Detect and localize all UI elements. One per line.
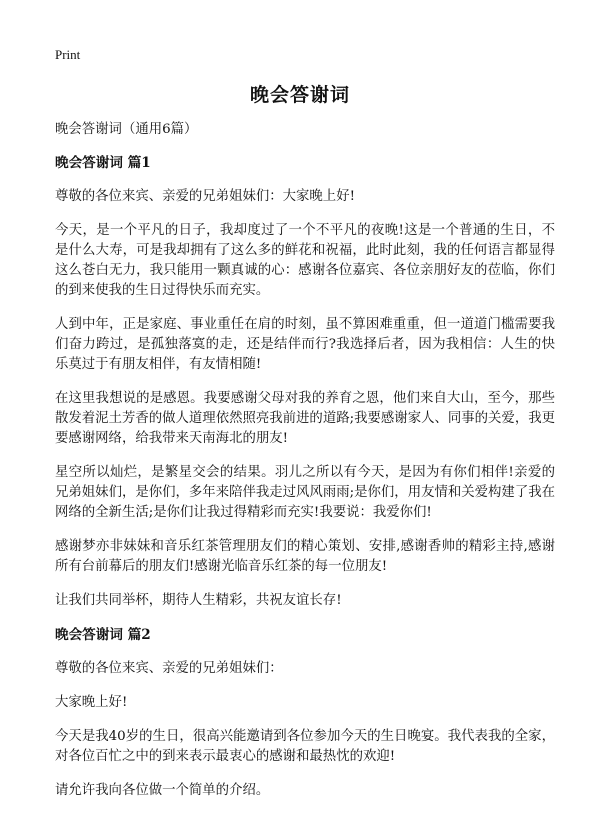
paragraph: 请允许我向各位做一个简单的介绍。 — [55, 783, 270, 798]
paragraph: 今天，是一个平凡的日子，我却度过了一个不平凡的夜晚!这是一个普通的生日，不是什么大寿，可是我却拥有了这么多的鲜花和祝福，此时此刻，我的任何语言都显得这么苍白无力，我只能用一颗真诚的心：感谢各位嘉宾、各位亲朋好友的莅临，你们的到来使我的生日过得快乐而充实。 — [55, 223, 555, 298]
section-heading: 晚会答谢词 篇2 — [55, 627, 151, 643]
section-heading: 晚会答谢词 篇1 — [55, 155, 151, 171]
paragraph: 尊敬的各位来宾、亲爱的兄弟姐妹们： — [55, 661, 283, 676]
page-title: 晚会答谢词 — [249, 84, 350, 106]
paragraph: 人到中年，正是家庭、事业重任在肩的时刻，虽不算困难重重，但一道道门槛需要我们奋力跨过，是孤独落寞的走，还是结伴而行?我选择后者，因为我相信：人生的快乐莫过于有朋友相伴，有友情相随! — [55, 317, 555, 372]
paragraph: 星空所以灿烂，是繁星交会的结果。羽儿之所以有今天，是因为有你们相伴!亲爱的兄弟姐妹们，是你们，多年来陪伴我走过风风雨雨;是你们，用友情和关爱构建了我在网络的全新生活;是你们让我过得精彩而充实!我要说：我爱你们! — [55, 465, 555, 520]
paragraph: 今天是我40岁的生日，很高兴能邀请到各位参加今天的生日晚宴。我代表我的全家，对各位百忙之中的到来表示最衷心的感谢和最热忱的欢迎! — [55, 729, 555, 764]
print-link[interactable]: Print — [55, 47, 81, 62]
section-2 — [55, 625, 555, 801]
paragraph: 让我们共同举杯，期待人生精彩，共祝友谊长存! — [55, 593, 342, 608]
paragraph: 大家晚上好! — [55, 695, 128, 710]
document-subtitle: 晚会答谢词（通用6篇） — [55, 122, 198, 137]
section-1 — [55, 153, 555, 611]
paragraph: 在这里我想说的是感恩。我要感谢父母对我的养育之恩，他们来自大山，至今，那些散发着泥土芳香的做人道理依然照亮我前进的道路;我要感谢家人、同事的关爱，我更要感谢网络，给我带来天南海北的朋友! — [55, 391, 555, 446]
document-body — [55, 120, 555, 815]
paragraph: 尊敬的各位来宾、亲爱的兄弟姐妹们：大家晚上好! — [55, 189, 355, 204]
paragraph: 感谢梦亦非妹妹和音乐红茶管理朋友们的精心策划、安排,感谢香帅的精彩主持,感谢所有台前幕后的朋友们!感谢光临音乐红茶的每一位朋友! — [55, 539, 555, 574]
